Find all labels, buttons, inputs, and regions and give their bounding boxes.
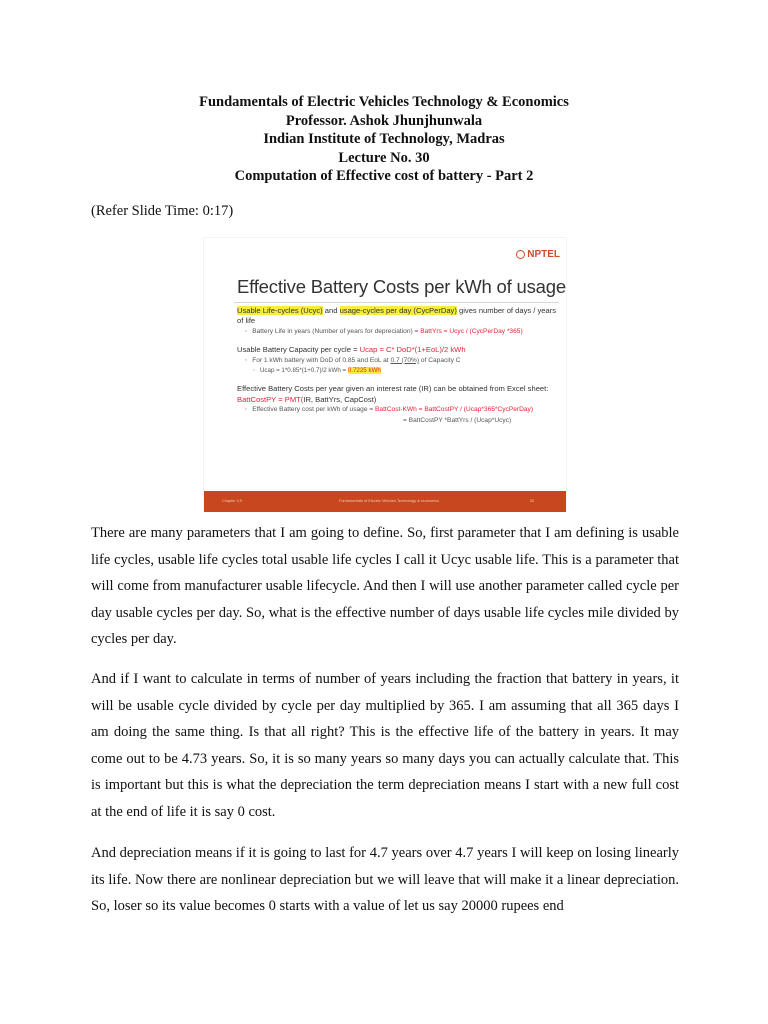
nptel-logo-icon — [516, 250, 525, 259]
slide-line-usable-capacity — [237, 345, 557, 355]
course-title: Fundamentals of Electric Vehicles Technology & Economics — [199, 94, 569, 110]
slide-text: Ucap = 1*0.85*(1+0.7)/2 kWh = — [259, 367, 348, 375]
formula-battcost-kwh: BattCost-KWh = BattCostPY / (Ucap*365*CycPerDay) — [375, 406, 534, 414]
slide-line-battery-life — [237, 327, 557, 337]
footer-page: 30 — [530, 499, 535, 503]
highlight-cycperday: usage-cycles per day (CycPerDay) — [339, 306, 457, 315]
footer-chapter: Chapter 4.5 — [222, 499, 242, 503]
slide-text: Usable Battery Capacity per cycle = — [237, 345, 360, 355]
formula-battyrs: BattYrs = Ucyc / (CycPerDay *365) — [420, 327, 523, 335]
lecture-number: Lecture No. 30 — [338, 149, 430, 166]
slide-text: gives number of days / years of life — [237, 306, 557, 326]
slide-title: Effective Battery Costs per kWh of usage — [237, 276, 566, 297]
nptel-logo — [516, 249, 560, 260]
slide-footer — [204, 491, 566, 512]
professor-name: Professor. Ashok Jhunjhunwala — [285, 112, 483, 129]
lecture-slide — [203, 237, 567, 512]
slide-text: For 1 kWh battery with DoD of 0.85 and EoL at — [252, 356, 391, 364]
footer-course: Fundamentals of Electric Vehicles Technology & economics — [339, 499, 439, 503]
formula-ucap: Ucap = C* DoD*(1+EoL)/2 kWh — [359, 345, 466, 355]
slide-divider — [234, 302, 559, 303]
formula-pmt: BattCostPY = PMT( — [237, 394, 304, 404]
highlight-ucap-value: 0.7225 kWh — [347, 367, 381, 375]
lecture-topic: Computation of Effective cost of battery - Part 2 — [234, 168, 534, 184]
slide-body — [237, 306, 557, 426]
slide-text: Battery Life in years (Number of years for depreciation) = — [252, 327, 421, 335]
paragraph-3: And depreciation means if it is going to last for 4.7 years over 4.7 years I will keep on losing linearly its life. Now there are nonlinear depreciation but we will leave that will make it a linear depreciation. So, loser so its value becomes 0 starts with a value of let us say 20000 rupees end — [91, 845, 679, 914]
slide-line-effective-cost — [237, 384, 557, 405]
slide-text: Effective Battery Costs per year given an interest rate (IR) can be obtained from Excel sheet: — [237, 384, 549, 394]
slide-line-example — [237, 356, 557, 366]
paragraph-2: And if I want to calculate in terms of number of years including the fraction that battery in years, it will be usable cycle divided by cycle per day multiplied by 365. I am assuming that all 365 days I am doing the same thing. Is that all right? This is the effective life of the battery in years. It may come out to be 4.73 years. So, it is so many years so many days you can actually calculate that. This is important but this is what the depreciation the term depreciation means I start with a new full cost at the end of life it is say 0 cost. — [91, 671, 679, 820]
paragraph-1: There are many parameters that I am going to define. So, first parameter that I am defining is usable life cycles, usable life cycles total usable life cycles I call it Ucyc usable life. This is a parameter that will come from manufacturer usable lifecycle. And then I will use another parameter called cycle per day usable cycles per day. So, what is the effective number of days usable life cycles mile divided by cycles per day. — [91, 525, 679, 647]
slide-line-cost-per-kwh — [237, 405, 557, 415]
slide-text: Effective Battery cost per kWh of usage = — [252, 406, 376, 414]
slide-text: IR, BattYrs, CapCost) — [303, 394, 377, 404]
slide-text: of Capacity C — [419, 356, 461, 364]
underlined-eol: 0.7 (70%) — [390, 356, 420, 364]
institute-name: Indian Institute of Technology, Madras — [263, 131, 505, 147]
lecture-header — [0, 93, 768, 186]
slide-line-ucap-calc — [237, 366, 557, 376]
highlight-ucyc: Usable Life-cycles (Ucyc) — [237, 306, 323, 315]
formula-battcost-alt: = BattCostPY *BattYrs / (Ucap*Ucyc) — [403, 416, 512, 424]
slide-line-usable-cycles — [237, 306, 557, 327]
refer-slide-time: (Refer Slide Time: 0:17) — [91, 203, 234, 219]
nptel-logo-text: NPTEL — [527, 249, 560, 260]
slide-text: and — [322, 306, 340, 315]
